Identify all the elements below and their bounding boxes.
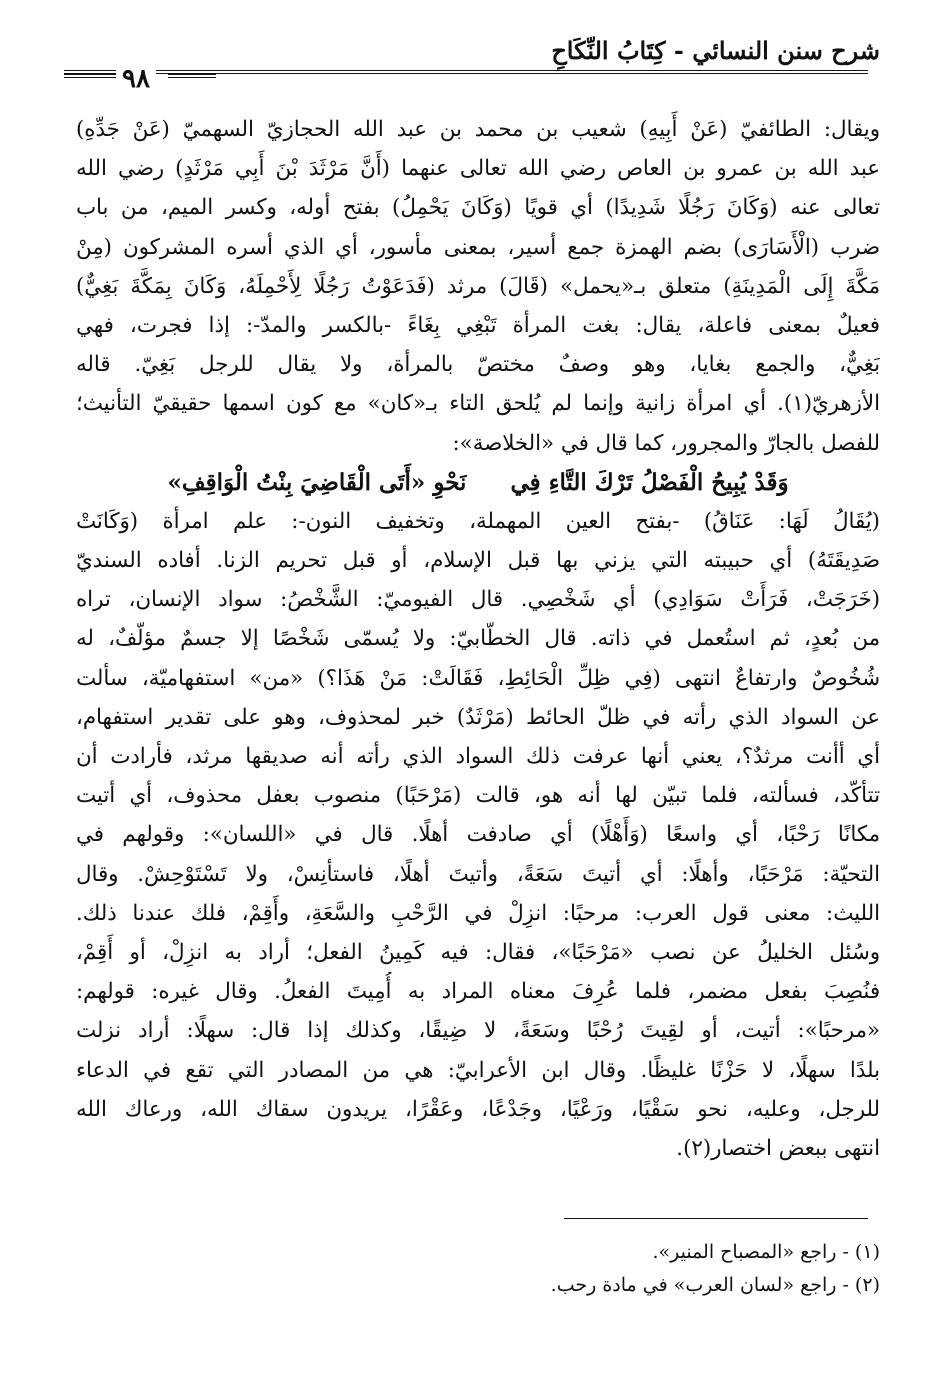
text-line: أي أأنت مرثدٌ؟، يعني أنها عرفت ذلك السواد الذي رأته أنه صديقها مرثد، فأرادت أن: [76, 744, 880, 769]
footnote-separator: [564, 1218, 868, 1219]
text-line: عبد الله بن عمرو بن العاص رضي الله تعالى عنهما (أَنَّ مَرْثَدَ بْنَ أَبِي مَرْثَدٍ) رضي الله: [76, 156, 880, 182]
text-line: مكانًا رَحْبًا، أي واسعًا (وَأَهْلًا) أي صادفت أهلًا. قال في «اللسان»: وقولهم في: [76, 822, 880, 848]
text-line: مَكَّةَ إِلَى الْمَدِينَةِ) متعلق بـ«يحمل» (قَالَ) مرثد (فَدَعَوْتُ رَجُلًا لِأَحْمِلَهُ، وَكَانَ بِمَكَّةَ بَغِيٌّ): [76, 273, 880, 299]
page-header-title: شرح سنن النسائي - كِتَابُ النِّكَاحِ: [551, 36, 880, 65]
text-line: عن السواد الذي رأته في ظلّ الحائط (مَرْثَدٌ) خبر لمحذوف، وهو على تقدير استفهام،: [76, 704, 880, 730]
text-line: وسُئل الخليلُ عن نصب «مَرْحَبًا»، فقال: فيه كَمِينُ الفعل؛ أراد به انزِلْ، أو أَقِمْ،: [76, 939, 880, 965]
footnote: (١) - راجع «المصباح المنير».: [652, 1241, 880, 1263]
page-number-rule-right: [168, 74, 216, 78]
text-line: تعالى عنه (وَكَانَ رَجُلًا شَدِيدًا) أي قويًا (وَكَانَ يَحْمِلُ) بفتح أوله، وكسر الميم، من باب: [76, 195, 880, 221]
text-line: الأزهريّ(١). أي امرأة زانية وإنما لم يُلحق التاء بـ«كان» مع كون اسمها حقيقيّ التأنيث؛: [76, 391, 880, 417]
footnote: (٢) - راجع «لسان العرب» في مادة رحب.: [550, 1274, 880, 1296]
text-line: «مرحبًا»: أتيت، أو لقِيتَ رُحْبًا وسَعَةً، لا ضِيقًا، وكذلك إذا قال: سهلًا: أراد نزلت: [76, 1018, 880, 1044]
text-line: ويقال: الطائفيّ (عَنْ أَبِيهِ) شعيب بن محمد بن عبد الله الحجازيّ السهميّ (عَنْ جَدِّهِ): [76, 117, 880, 142]
text-line: تتأكّد، فسألته، فلما تبيّن لها أنه هو، قالت (مَرْحَبًا) منصوب بعفل محذوف، أي أتيت: [76, 783, 880, 809]
text-line: التحيّة: مَرْحَبًا، وأهلًا: أي أتيتَ سَعَةً، وأتيتَ أهلًا، فاستأنِسْ، ولا تَسْتَوْحِشْ. وقال: [76, 861, 880, 887]
text-line: شُخُوصٌ وارتفاعٌ انتهى (فِي ظِلِّ الْحَائِطِ، فَقَالَتْ: مَنْ هَذَا؟) «من» استفهاميّة، سألت: [76, 665, 880, 691]
main-text: [76, 110, 880, 1168]
verse-second-hemistich: نَحْوِ «أَتَى الْقَاضِيَ بِنْتُ الْوَاقِفِ»: [167, 468, 467, 496]
text-line: بلدًا سهلًا، لا حَزْنًا غليظًا. وقال ابن الأعرابيّ: هي من المصادر التي تقع في الدعاء: [76, 1057, 880, 1083]
page-number: ٩٨: [116, 64, 156, 94]
verse-first-hemistich: وَقَدْ يُبِيحُ الْفَصْلُ تَرْكَ التَّاءِ فِي: [510, 468, 789, 496]
text-line: ضرب (الْأَسَارَى) بضم الهمزة جمع أسير، بمعنى مأسور، أي الذي أسره المشركون (مِنْ: [76, 234, 880, 260]
text-line: للفصل بالجارّ والمجرور، كما قال في «الخلاصة»:: [452, 430, 880, 456]
text-line: (يُقَالُ لَهَا: عَنَاقُ) -بفتح العين المهملة، وتخفيف النون-: علم امرأة (وَكَانَتْ: [76, 508, 880, 534]
text-line: للرجل، وعليه، نحو سَقْيًا، ورَعْيًا، وجَدْعًا، وعَقْرًا، يريدون سقاك الله، ورعاك الله: [76, 1096, 880, 1122]
text-line: من بُعدٍ، ثم استُعمل في ذاته. قال الخطّابيّ: ولا يُسمّى شَخْصًا إلا جسمٌ مؤلّفٌ، له: [76, 626, 880, 652]
footnotes: [76, 1236, 880, 1302]
text-line: فعيلٌ بمعنى فاعلة، يقال: بغت المرأة تَبْغِي بِغَاءً -بالكسر والمدّ-: إذا فجرت، فهي: [76, 312, 880, 338]
text-line: بَغِيٌّ، والجمع بغايا، وهو وصفٌ مختصّ بالمرأة، ولا يقال للرجل بَغِيّ. قاله: [76, 352, 880, 378]
text-line: الليث: معنى قول العرب: مرحبًا: انزِلْ في الرَّحْبِ والسَّعَةِ، وأَقِمْ، فلك عندنا ذلك.: [76, 900, 880, 926]
text-line: صَدِيقَتَهُ) أي حبيبته التي يزني بها قبل الإسلام، أو قبل تحريم الزنا. أفاده السنديّ: [76, 548, 880, 574]
text-line: انتهى ببعض اختصار(٢).: [676, 1135, 880, 1161]
text-line: فنُصِبَ بفعل مضمر، فلما عُرِفَ معناه المراد به أُمِيتَ الفعلُ. وقال غيره: قولهم:: [76, 979, 880, 1005]
page-number-rule-left: [64, 74, 120, 78]
poetry-verse: [76, 463, 880, 502]
text-line: (خَرَجَتْ، فَرَأَتْ سَوَادِي) أي شَخْصِي. قال الفيوميّ: الشَّخْصُ: سواد الإنسان، تراه: [76, 587, 880, 613]
